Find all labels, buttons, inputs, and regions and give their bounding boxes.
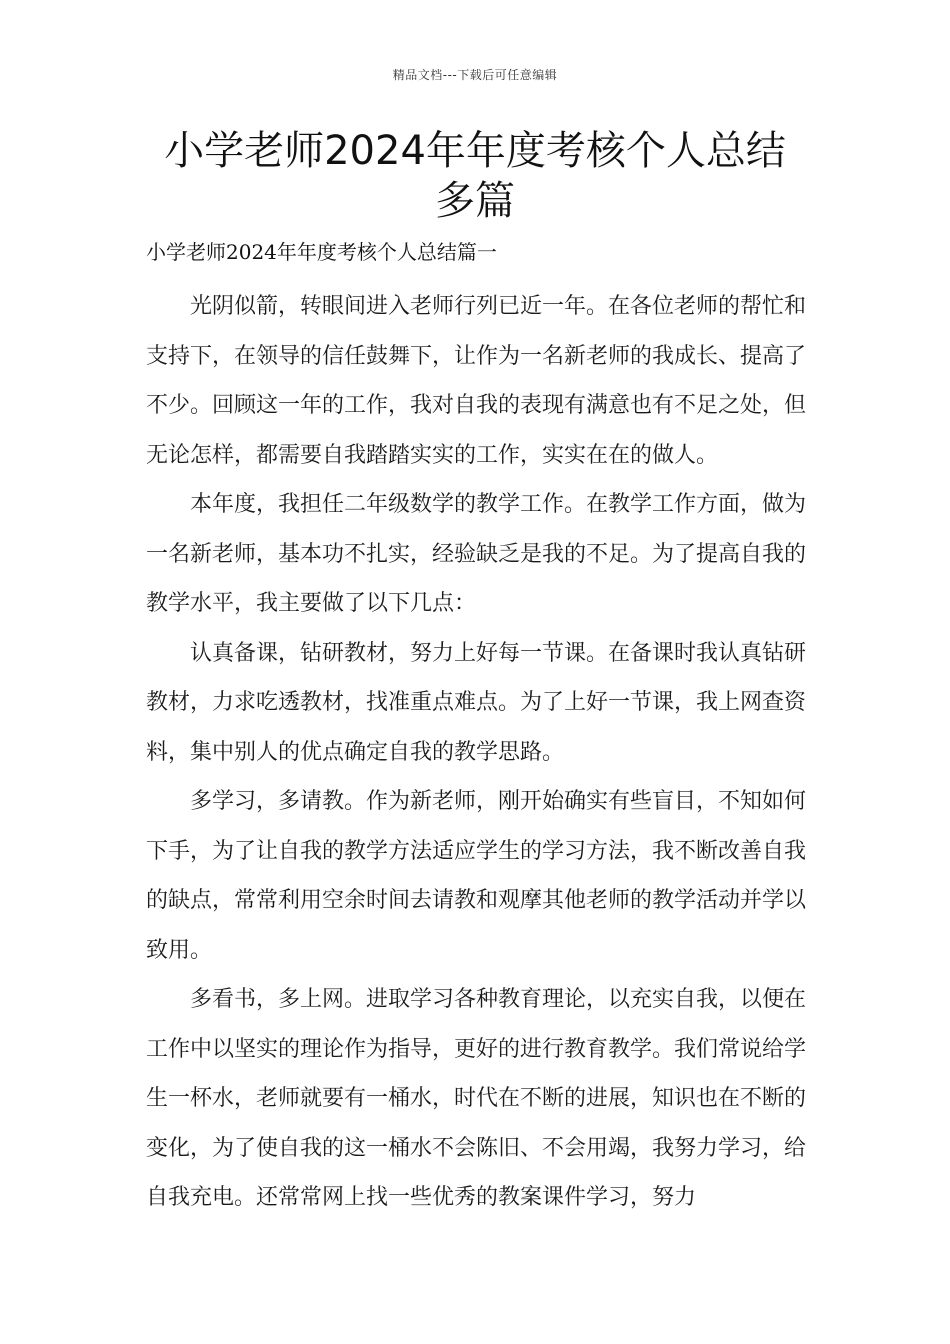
paragraph: 认真备课，钻研教材，努力上好每一节课。在备课时我认真钻研教材，力求吃透教材，找准重点难点。为了上好一节课，我上网查资料，集中别人的优点确定自我的教学思路。 [146, 640, 807, 765]
paragraph: 多学习，多请教。作为新老师，刚开始确实有些盲目，不知如何下手，为了让自我的教学方法适应学生的学习方法，我不断改善自我的缺点，常常利用空余时间去请教和观摩其他老师的教学活动并学以致用。 [146, 789, 807, 963]
paragraph: 光阴似箭，转眼间进入老师行列已近一年。在各位老师的帮忙和支持下，在领导的信任鼓舞下，让作为一名新老师的我成长、提高了不少。回顾这一年的工作，我对自我的表现有满意也有不足之处，但无论怎样，都需要自我踏踏实实的工作，实实在在的做人。 [146, 294, 807, 468]
paragraph: 本年度，我担任二年级数学的教学工作。在教学工作方面，做为一名新老师，基本功不扎实，经验缺乏是我的不足。为了提高自我的教学水平，我主要做了以下几点： [146, 492, 807, 616]
header-note: 精品文档---下载后可任意编辑 [392, 68, 558, 82]
document-title: 小学老师2024年年度考核个人总结多篇 [164, 128, 786, 224]
paragraph: 多看书，多上网。进取学习各种教育理论，以充实自我，以便在工作中以坚实的理论作为指导，更好的进行教育教学。我们常说给学生一杯水，老师就要有一桶水，时代在不断的进展，知识也在不断的变化，为了使自我的这一桶水不会陈旧、不会用竭，我努力学习，给自我充电。还常常网上找一些优秀的教案课件学习，努力 [146, 987, 807, 1210]
body-text [146, 282, 806, 1223]
section-heading: 小学老师2024年年度考核个人总结篇一 [146, 240, 497, 264]
